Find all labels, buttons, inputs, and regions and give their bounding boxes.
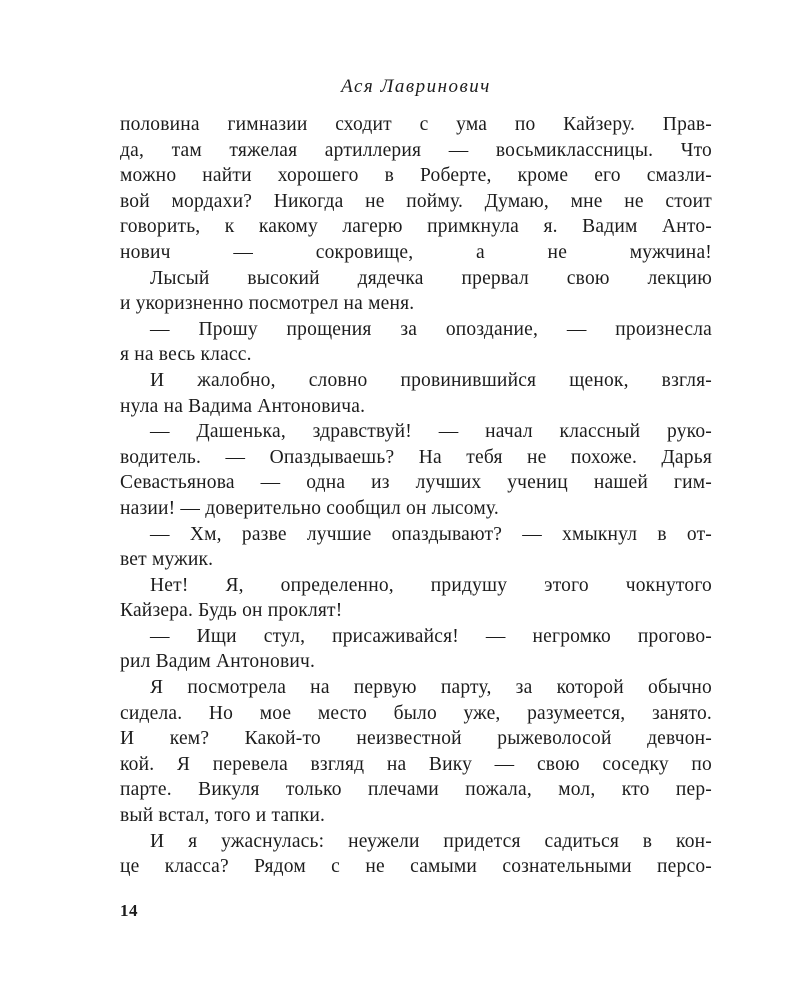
text-line: — Прошу прощения за опоздание, — произнесла <box>150 318 712 340</box>
paragraph <box>120 266 712 317</box>
text-line: И жалобно, словно провинившийся щенок, взгля- <box>150 369 712 391</box>
text-line: я на весь класс. <box>120 344 252 366</box>
text-line: да, там тяжелая артиллерия — восьмиклассницы. Что <box>120 139 712 161</box>
text-body <box>120 112 712 880</box>
text-line: вет мужик. <box>120 549 214 571</box>
text-line: — Хм, разве лучшие опаздывают? — хмыкнул в от- <box>150 523 712 545</box>
text-line: рил Вадим Антонович. <box>120 651 316 673</box>
text-line: — Ищи стул, присаживайся! — негромко прогово- <box>150 625 712 647</box>
text-line: можно найти хорошего в Роберте, кроме его смазли- <box>120 165 712 187</box>
text-line: И я ужаснулась: неужели придется садиться в кон- <box>150 830 712 852</box>
paragraph <box>120 829 712 880</box>
paragraph <box>120 522 712 573</box>
text-line: половина гимназии сходит с ума по Кайзеру. Прав- <box>120 114 712 135</box>
text-line: Севастьянова — одна из лучших учениц нашей гим- <box>120 472 712 494</box>
text-line: вой мордахи? Никогда не пойму. Думаю, мне не стоит <box>120 190 712 212</box>
paragraph <box>120 368 712 419</box>
paragraph <box>120 573 712 624</box>
text-line: Лысый высокий дядечка прервал свою лекцию <box>150 267 712 289</box>
text-line: Кайзера. Будь он проклят! <box>120 600 343 622</box>
text-line: Нет! Я, определенно, придушу этого чокнутого <box>150 574 712 596</box>
text-line: и укоризненно посмотрел на меня. <box>120 293 415 315</box>
text-line: сидела. Но мое место было уже, разумеется, занято. <box>120 702 712 724</box>
paragraph <box>120 624 712 675</box>
text-line: И кем? Какой-то неизвестной рыжеволосой девчон- <box>120 728 712 750</box>
paragraph <box>120 112 712 266</box>
text-line: — Дашенька, здравствуй! — начал классный руко- <box>150 421 712 443</box>
text-line: водитель. — Опаздываешь? На тебя не похоже. Дарья <box>120 446 712 468</box>
running-head: Ася Лавринович <box>341 76 491 97</box>
text-line: вый встал, того и тапки. <box>120 805 326 827</box>
paragraph <box>120 317 712 368</box>
text-line: нович — сокровище, а не мужчина! <box>120 241 712 263</box>
text-line: парте. Викуля только плечами пожала, мол, кто пер- <box>120 779 712 801</box>
text-line: кой. Я перевела взгляд на Вику — свою соседку по <box>120 753 712 775</box>
text-line: назии! — доверительно сообщил он лысому. <box>120 497 499 519</box>
text-line: нула на Вадима Антоновича. <box>120 395 366 417</box>
paragraph <box>120 419 712 521</box>
text-line: говорить, к какому лагерю примкнула я. Вадим Анто- <box>120 216 712 238</box>
page-number: 14 <box>120 901 138 920</box>
paragraph <box>120 675 712 829</box>
text-line: це класса? Рядом с не самыми сознательными персо- <box>120 856 712 878</box>
text-line: Я посмотрела на первую парту, за которой обычно <box>150 677 712 699</box>
